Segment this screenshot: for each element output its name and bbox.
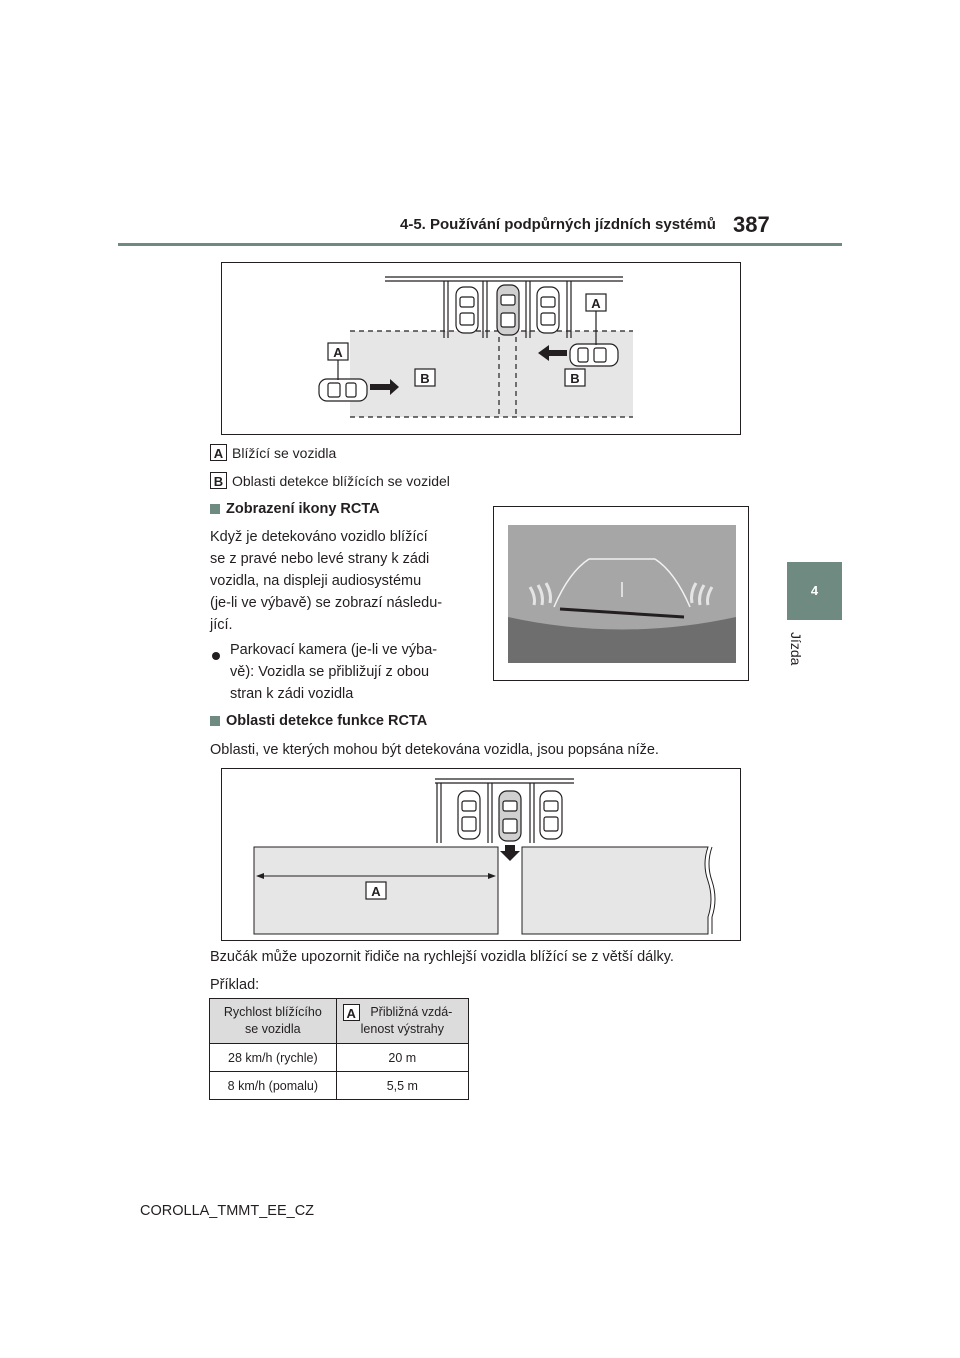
header-line: Rychlost blížícího [223,1005,322,1019]
page-number: 387 [733,212,770,237]
ego-car [499,791,521,841]
parking-diagram-figure [221,262,741,435]
distance-cell: 20 m [336,1044,468,1072]
distance-cell: 5,5 m [336,1072,468,1100]
paragraph-line: se z pravé nebo levé strany k zádi [210,551,430,567]
section2-paragraph: Oblasti, ve kterých mohou být detekována vozidla, jsou popsána níže. [210,742,659,758]
header-badge-a: A [343,1004,360,1021]
square-bullet-icon [210,504,220,514]
table-header-row [210,999,469,1044]
table-row [210,1072,469,1100]
diagram-label-a: A [371,884,381,899]
approaching-car-right [570,344,618,366]
example-label: Příklad: [210,977,260,993]
speed-cell: 8 km/h (pomalu) [210,1072,337,1100]
section-title: 4-5. Používání podpůrných jízdních systémů [400,216,716,233]
paragraph-line: jící. [210,617,233,633]
parked-car-left [456,287,478,333]
section-heading-rcta-icon [210,501,380,517]
note-text: Bzučák může upozornit řidiče na rychlejší vozidla blížící se z větší dálky. [210,949,674,965]
legend-item-a [210,444,336,461]
header-line: se vozidla [245,1022,301,1036]
parking-diagram [222,263,740,434]
example-table-container [209,998,469,1100]
document-code: COROLLA_TMMT_EE_CZ [140,1203,315,1219]
diagram-label-b-left: B [420,371,430,386]
legend-badge-a: A [210,444,227,461]
paragraph-line: vozidla, na displeji audiosystému [210,573,422,589]
chapter-label-container [786,632,806,672]
table-row [210,1044,469,1072]
bullet-dot-icon [212,647,220,665]
bullet-line: stran k zádi vozidla [230,686,354,702]
paragraph-line: Když je detekováno vozidlo blížící [210,529,428,545]
legend-badge-b: B [210,472,227,489]
section1-paragraph [210,526,480,636]
detection-area-diagram [222,769,740,940]
legend-text-b: Oblasti detekce blížících se vozidel [232,472,450,489]
header-distance [336,999,468,1044]
bullet-paragraph [230,639,490,705]
diagram-label-a-left: A [333,345,343,360]
diagram-label-a-right: A [591,296,601,311]
legend-item-b [210,472,450,489]
section-heading-text: Oblasti detekce funkce RCTA [226,713,428,729]
bullet-line: Parkovací kamera (je-li ve výba- [230,642,438,658]
header-line: lenost výstrahy [360,1022,445,1036]
parked-car-left [458,791,480,839]
header-line: Přibližná vzdá- [370,1005,453,1019]
chapter-number: 4 [810,583,819,598]
camera-display-figure [493,506,749,681]
speed-cell: 28 km/h (rychle) [210,1044,337,1072]
parked-car-right [537,287,559,333]
approaching-car-left [319,379,367,401]
paragraph-line: (je-li ve výbavě) se zobrazí následu- [210,595,443,611]
camera-display [494,507,748,680]
diagram-label-b-right: B [570,371,580,386]
header-rule [118,243,842,246]
legend-text-a: Blížící se vozidla [232,444,337,461]
example-table [209,998,469,1100]
section-heading-detection-areas [210,713,427,729]
parked-car-right [540,791,562,839]
detection-area-figure [221,768,741,941]
chapter-label: Jízda [788,632,804,666]
bullet-line: vě): Vozidla se přibližují z obou [230,664,430,680]
arrow-down-icon [500,845,520,861]
ego-car [497,285,519,335]
section-heading-text: Zobrazení ikony RCTA [226,501,380,517]
header-speed [210,999,337,1044]
square-bullet-icon [210,716,220,726]
